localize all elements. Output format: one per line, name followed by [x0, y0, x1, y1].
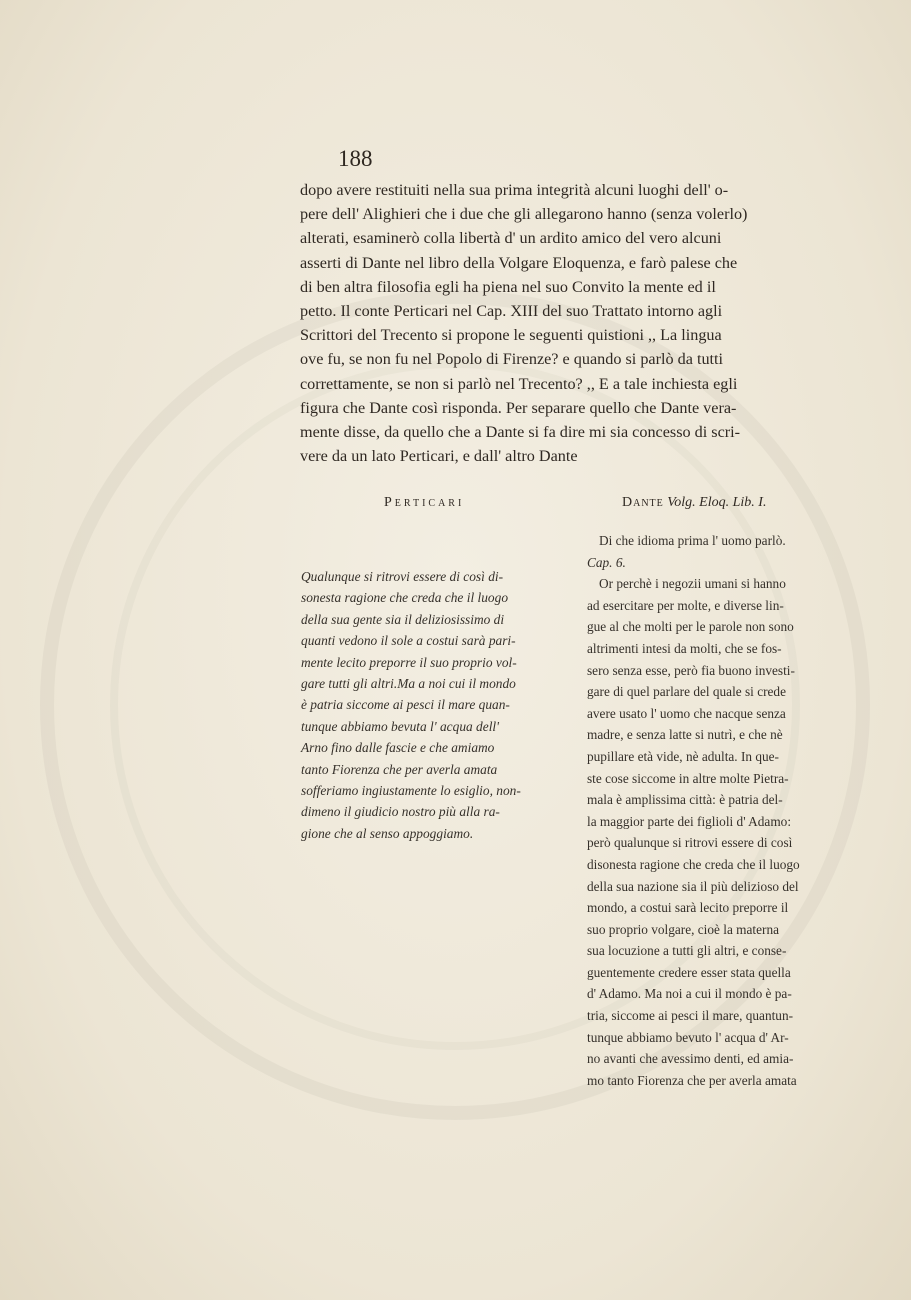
dante-line: però qualunque si ritrovi essere di così [587, 835, 793, 851]
perticari-line: mente lecito preporre il suo proprio vol- [301, 654, 517, 670]
chapter-number: Cap. 6. [587, 554, 626, 570]
intro-line: mente disse, da quello che a Dante si fa dire mi sia concesso di scri- [300, 423, 741, 442]
perticari-line: Arno fino dalle fascie e che amiamo [301, 740, 495, 756]
dante-line: suo proprio volgare, cioè la materna [587, 921, 779, 937]
dante-line: d' Adamo. Ma noi a cui il mondo è pa- [587, 986, 792, 1002]
perticari-line: è patria siccome ai pesci il mare quan- [301, 697, 510, 713]
perticari-line: quanti vedono il sole a costui sarà pari- [301, 633, 516, 649]
dante-line: gue al che molti per le parole non sono [587, 619, 794, 635]
perticari-line: della sua gente sia il deliziosissimo di [301, 611, 505, 627]
perticari-line: sonesta ragione che creda che il luogo [301, 590, 509, 606]
dante-line: tunque abbiamo bevuto l' acqua d' Ar- [587, 1029, 789, 1045]
page-number: 188 [338, 146, 373, 171]
dante-line: pupillare età vide, nè adulta. In que- [587, 748, 779, 764]
perticari-line: tanto Fiorenza che per averla amata [301, 761, 498, 777]
perticari-line: sofferiamo ingiustamente lo esiglio, non- [301, 783, 521, 799]
dante-line: sua locuzione a tutti gli altri, e conse- [587, 943, 787, 959]
perticari-line: gione che al senso appoggiamo. [301, 825, 474, 841]
intro-line: Scrittori del Trecento si propone le seguenti quistioni ,, La lingua [300, 326, 722, 345]
intro-line: correttamente, se non si parlò nel Trecento? ,, E a tale inchiesta egli [300, 374, 738, 393]
dante-line: della sua nazione sia il più delizioso del [587, 878, 799, 894]
dante-line: ste cose siccome in altre molte Pietra- [587, 770, 789, 786]
perticari-line: dimeno il giudicio nostro più alla ra- [301, 804, 500, 820]
perticari-line: Qualunque si ritrovi essere di così di- [301, 569, 504, 584]
intro-line: di ben altra filosofia egli ha piena nel suo Convito la mente ed il [300, 277, 716, 296]
intro-line: figura che Dante così risponda. Per separare quello che Dante vera- [300, 398, 737, 417]
dante-line: avere usato l' uomo che nacque senza [587, 705, 786, 721]
dante-line: mo tanto Fiorenza che per averla amata [587, 1072, 797, 1088]
perticari-line: tunque abbiamo bevuta l' acqua dell' [301, 718, 499, 734]
dante-line: tria, siccome ai pesci il mare, quantun- [587, 1008, 794, 1024]
dante-line: altrimenti intesi da molti, che se fos- [587, 640, 782, 656]
intro-paragraph [300, 178, 848, 468]
dante-line: no avanti che avessimo denti, ed amia- [587, 1051, 794, 1067]
dante-line: disonesta ragione che creda che il luogo [587, 856, 800, 872]
dante-line: sero senza esse, però fia buono investi- [587, 662, 795, 678]
dante-line: ad esercitare per molte, e diverse lin- [587, 597, 784, 613]
dante-line: Or perchè i negozii umani si hanno [599, 576, 786, 592]
intro-line: pere dell' Alighieri che i due che gli allegarono hanno (senza volerlo) [300, 205, 748, 224]
left-column-heading: Perticari [384, 495, 465, 510]
intro-line: dopo avere restituiti nella sua prima integrità alcuni luoghi dell' o- [300, 181, 729, 199]
dante-line: madre, e senza latte si nutrì, e che nè [587, 727, 783, 743]
perticari-quote [301, 566, 576, 844]
right-heading-author: Dante [622, 495, 664, 510]
dante-line: la maggior parte dei figlioli d' Adamo: [587, 813, 792, 829]
chapter-title: Di che idioma prima l' uomo parlò. [599, 533, 786, 548]
intro-line: vere da un lato Perticari, e dall' altro Dante [300, 447, 578, 466]
dante-line: guentemente credere esser stata quella [587, 964, 791, 980]
dante-line: gare di quel parlare del quale si crede [587, 684, 786, 700]
perticari-line: gare tutti gli altri.Ma a noi cui il mondo [301, 676, 516, 692]
intro-line: asserti di Dante nel libro della Volgare Eloquenza, e farò palese che [300, 253, 738, 272]
intro-line: petto. Il conte Perticari nel Cap. XIII del suo Trattato intorno agli [300, 302, 723, 321]
dante-line: mala è amplissima città: è patria del- [587, 792, 783, 808]
right-heading-reference: Volg. Eloq. Lib. I. [667, 495, 767, 510]
dante-quote [587, 530, 855, 1091]
intro-line: alterati, esaminerò colla libertà d' un ardito amico del vero alcuni [300, 229, 722, 248]
dante-line: mondo, a costui sarà lecito preporre il [587, 900, 789, 916]
right-column-heading [622, 495, 766, 511]
intro-line: ove fu, se non fu nel Popolo di Firenze? e quando si parlò da tutti [300, 350, 724, 369]
